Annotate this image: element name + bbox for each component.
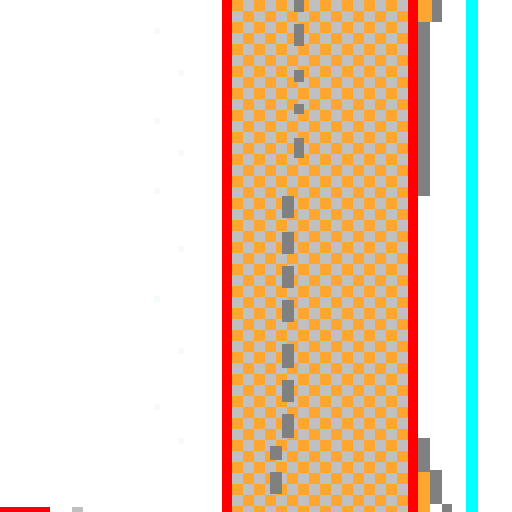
canvas-speck bbox=[178, 246, 184, 252]
gray-segment bbox=[270, 472, 282, 494]
bottom-red-marker bbox=[0, 507, 50, 512]
canvas-speck bbox=[178, 150, 184, 156]
checkerboard-panel bbox=[232, 0, 408, 512]
cyan-vertical-line bbox=[466, 0, 478, 512]
gray-segment bbox=[282, 196, 294, 218]
canvas-speck bbox=[154, 296, 160, 302]
left-red-rail bbox=[222, 0, 232, 512]
gray-segment bbox=[282, 380, 294, 402]
canvas-speck bbox=[154, 188, 160, 194]
bottom-gray-marker bbox=[72, 507, 83, 512]
gray-segment bbox=[294, 70, 304, 82]
canvas-speck bbox=[154, 28, 160, 34]
gray-segment bbox=[294, 138, 304, 158]
gray-segment bbox=[294, 24, 304, 46]
gray-vertical-bar bbox=[418, 438, 430, 472]
gray-chip bbox=[442, 504, 452, 512]
gray-segment bbox=[282, 344, 294, 368]
gray-segment bbox=[270, 446, 282, 460]
canvas-speck bbox=[154, 118, 160, 124]
gray-segment bbox=[294, 104, 304, 114]
gray-segment bbox=[282, 266, 294, 288]
right-red-rail bbox=[408, 0, 418, 512]
canvas-speck bbox=[178, 70, 184, 76]
gray-segment bbox=[282, 414, 294, 438]
gray-segment bbox=[294, 0, 304, 12]
orange-chip bbox=[418, 472, 430, 512]
canvas-speck bbox=[178, 348, 184, 354]
gray-vertical-bar bbox=[418, 22, 430, 196]
canvas-speck bbox=[154, 404, 160, 410]
canvas-speck bbox=[178, 438, 184, 444]
gray-segment bbox=[282, 300, 294, 322]
orange-chip bbox=[418, 0, 432, 22]
gray-segment bbox=[282, 232, 294, 254]
gray-chip bbox=[430, 470, 442, 504]
blank-canvas-area bbox=[0, 0, 222, 512]
gray-chip bbox=[432, 0, 442, 22]
